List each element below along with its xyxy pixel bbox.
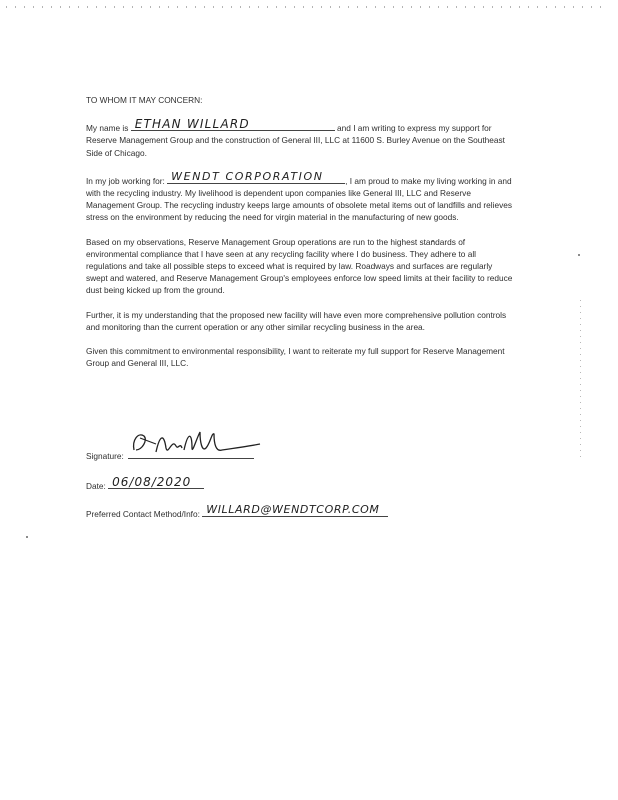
paragraph-observations: Based on my observations, Reserve Management Group operations are run to the highest standards of environmental compliance that I have seen at any recycling facility where I do business. They adhere to all regulations and take all possible steps to exceed what is required by law. Roadways and surfaces are regularly swept and watered, and Reserve Management Group's employees enforce low speed limits at their facility to reduce dust being kicked up from the ground. xyxy=(86,236,513,296)
date-field xyxy=(108,476,204,489)
name-field xyxy=(131,118,335,131)
paragraph-name xyxy=(86,118,514,159)
contact-row xyxy=(86,504,388,519)
date-row xyxy=(86,476,204,491)
scan-margin-artifact xyxy=(580,300,581,460)
scan-edge-artifact xyxy=(6,6,606,8)
scan-speck xyxy=(578,254,580,256)
employer-field xyxy=(167,171,345,184)
scan-speck xyxy=(26,536,28,538)
signature-label: Signature: xyxy=(86,451,124,461)
date-label: Date: xyxy=(86,481,106,491)
handwritten-signature xyxy=(126,428,266,464)
greeting: TO WHOM IT MAY CONCERN: xyxy=(86,95,203,105)
handwritten-employer: WENDT CORPORATION xyxy=(171,169,324,183)
contact-field xyxy=(202,504,388,517)
employer-suffix: , I am proud to make my living working in and with the recycling industry. My livelihood is dependent upon companies like General III, LLC and Reserve Management Group. The recycling industry keeps large amounts of obsolete metal items out of landfills and relieves stress on the environment by reducing the need for virgin material in the manufacturing of new goods. xyxy=(86,175,512,223)
name-prefix: My name is xyxy=(86,123,129,134)
letter-body xyxy=(86,94,514,381)
employer-prefix: In my job working for: xyxy=(86,175,165,186)
paragraph-new-facility: Further, it is my understanding that the proposed new facility will have even more comprehensive pollution controls and monitoring than the current operation or any other similar recycling business in the area. xyxy=(86,309,507,332)
handwritten-contact: WILLARD@WENDTCORP.COM xyxy=(206,503,380,516)
paragraph-commitment: Given this commitment to environmental responsibility, I want to reiterate my full support for Reserve Management Group and General III, LLC. xyxy=(86,346,505,369)
name-suffix: and I am writing to express my support for Reserve Management Group and the construction of General III, LLC at 11600 S. Burley Avenue on the Southeast Side of Chicago. xyxy=(86,123,505,158)
handwritten-name: ETHAN WILLARD xyxy=(134,117,250,131)
handwritten-date: 06/08/2020 xyxy=(112,475,192,489)
contact-label: Preferred Contact Method/Info: xyxy=(86,509,200,519)
paragraph-employer xyxy=(86,171,514,224)
